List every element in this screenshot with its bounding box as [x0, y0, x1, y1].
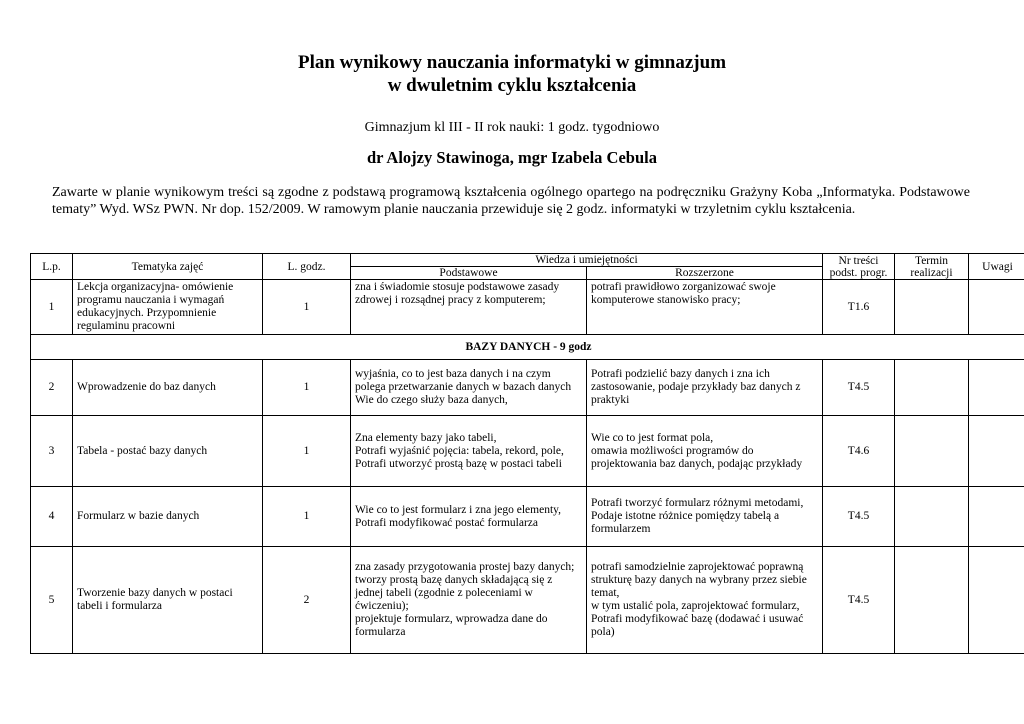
table-header-row — [31, 254, 1024, 267]
row-extended: Wie co to jest format pola, omawia możliwości programów do projektowania baz danych, podając przykłady — [587, 416, 823, 487]
header-hours: L. godz. — [263, 254, 351, 280]
section-title: BAZY DANYCH - 9 godz — [31, 335, 1024, 360]
table-row — [31, 547, 1024, 654]
row-basic: zna i świadomie stosuje podstawowe zasady zdrowej i rozsądnej pracy z komputerem; — [351, 280, 587, 335]
table-row — [31, 280, 1024, 335]
document-subtitle: Gimnazjum kl III - II rok nauki: 1 godz. tygodniowo — [364, 120, 660, 135]
row-topic: Tabela - postać bazy danych — [73, 416, 263, 487]
row-lp: 1 — [31, 280, 73, 335]
row-hours: 1 — [263, 416, 351, 487]
row-hours: 1 — [263, 487, 351, 547]
row-extended: Potrafi tworzyć formularz różnymi metodami, Podaje istotne różnice pomiędzy tabelą a formularzem — [587, 487, 823, 547]
row-hours: 1 — [263, 360, 351, 416]
row-notes — [969, 280, 1024, 335]
row-hours: 2 — [263, 547, 351, 654]
row-date — [895, 416, 969, 487]
row-topic: Lekcja organizacyjna- omówienie programu nauczania i wymagań edukacyjnych. Przypomnienie regulaminu pracowni — [73, 280, 263, 335]
row-lp: 5 — [31, 547, 73, 654]
header-extended: Rozszerzone — [587, 267, 823, 280]
row-basic — [351, 360, 587, 416]
header-date: Termin realizacji — [895, 254, 969, 280]
section-row — [31, 335, 1024, 360]
table-row — [31, 360, 1024, 416]
header-knowledge: Wiedza i umiejętności — [351, 254, 823, 267]
row-notes — [969, 360, 1024, 416]
row-extended: potrafi samodzielnie zaprojektować poprawną strukturę bazy danych na wybrany przez siebie temat, w tym ustalić pola, zaprojektować formularz, Potrafi modyfikować bazę (dodawać i usuwać pola) — [587, 547, 823, 654]
row-topic: Wprowadzenie do baz danych — [73, 360, 263, 416]
header-basic: Podstawowe — [351, 267, 587, 280]
header-notes: Uwagi — [969, 254, 1024, 280]
row-extended: Potrafi podzielić bazy danych i zna ich zastosowanie, podaje przykłady baz danych z praktyki — [587, 360, 823, 416]
row-basic: zna zasady przygotowania prostej bazy danych; tworzy prostą bazę danych składającą się z jednej tabeli (zgodnie z poleceniami w ćwiczeniu); projektuje formularz, wprowadza dane do formularza — [351, 547, 587, 654]
row-code: T1.6 — [823, 280, 895, 335]
header-lp: L.p. — [31, 254, 73, 280]
intro-paragraph: Zawarte w planie wynikowym treści są zgodne z podstawą programową kształcenia ogólnego opartego na podręczniku Grażyny Koba „Informatyka. Podstawowe tematy” Wyd. WSz PWN. Nr dop. 152/2009. W ramowym planie nauczania przewiduje się 2 godz. informatyki w trzyletnim cyklu kształcenia. — [52, 185, 970, 217]
row-code: T4.5 — [823, 547, 895, 654]
row-notes — [969, 547, 1024, 654]
header-code: Nr treści podst. progr. — [823, 254, 895, 280]
table-row — [31, 487, 1024, 547]
row-date — [895, 280, 969, 335]
row-code: T4.5 — [823, 360, 895, 416]
document-title-line1: Plan wynikowy nauczania informatyki w gimnazjum — [297, 52, 727, 73]
row-lp: 2 — [31, 360, 73, 416]
row-lp: 4 — [31, 487, 73, 547]
row-topic: Formularz w bazie danych — [73, 487, 263, 547]
row-topic: Tworzenie bazy danych w postaci tabeli i formularza — [73, 547, 263, 654]
row-date — [895, 360, 969, 416]
row-extended: potrafi prawidłowo zorganizować swoje komputerowe stanowisko pracy; — [587, 280, 823, 335]
row-basic-text: wyjaśnia, co to jest baza danych i na czym polega przetwarzanie danych w bazach danych Wie do czego służy baza danych, — [355, 368, 572, 406]
row-notes — [969, 487, 1024, 547]
row-code: T4.5 — [823, 487, 895, 547]
row-hours: 1 — [263, 280, 351, 335]
header-topic: Tematyka zajęć — [73, 254, 263, 280]
table-row — [31, 416, 1024, 487]
document-title-line2: w dwuletnim cyklu kształcenia — [387, 75, 637, 96]
row-date — [895, 487, 969, 547]
row-basic: Zna elementy bazy jako tabeli, Potrafi wyjaśnić pojęcia: tabela, rekord, pole, Potrafi utworzyć prostą bazę w postaci tabeli — [351, 416, 587, 487]
row-basic: Wie co to jest formularz i zna jego elementy, Potrafi modyfikować postać formularza — [351, 487, 587, 547]
document-authors: dr Alojzy Stawinoga, mgr Izabela Cebula — [367, 148, 657, 167]
row-code: T4.6 — [823, 416, 895, 487]
row-lp: 3 — [31, 416, 73, 487]
row-notes — [969, 416, 1024, 487]
row-date — [895, 547, 969, 654]
plan-table — [30, 253, 1024, 654]
